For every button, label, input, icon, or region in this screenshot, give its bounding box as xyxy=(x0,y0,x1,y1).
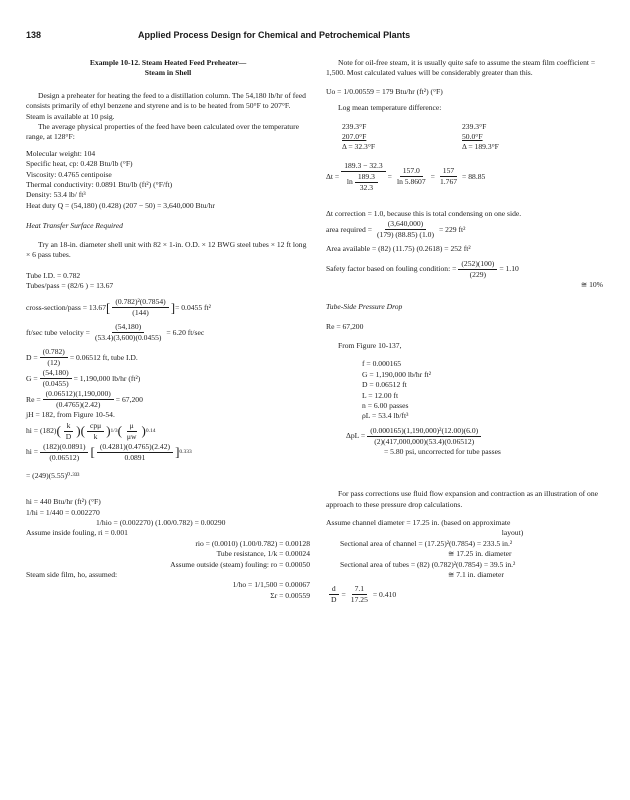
paragraph: The average physical properties of the feed have been calculated over the temperature range, at 128°F: xyxy=(26,122,300,142)
property-item: Thermal conductivity: 0.0891 Btu/lb (ft²) (°F/ft) xyxy=(26,180,173,190)
uo-line: Uo = 1/0.00559 = 179 Btu/hr (ft²) (°F) xyxy=(326,86,443,96)
fouling-inside: Assume inside fouling, ri = 0.001 xyxy=(26,528,128,538)
example-title: Example 10-12. Steam Heated Feed Preheater— xyxy=(89,58,247,67)
section-heading: Heat Transfer Surface Required xyxy=(26,221,123,231)
equation-hi-general: hi = (182) ( $\frac{k}{D}$ ) ( $\frac{\text{cpμ}}{k}$ ) 1/3 ( $\frac{\mu}{\mu w}$ ) 0.14 xyxy=(26,420,156,441)
page-header xyxy=(26,30,604,44)
left-column xyxy=(26,58,310,601)
equation-d-over-D: $\frac{d}{D}$ = $\frac{7.1}{17.25}$ = 0.410 xyxy=(326,584,609,605)
sectional-channel-dia: ≅ 17.25 in. diameter xyxy=(448,549,512,559)
area-available: Area available = (82) (11.75) (0.2618) = 252 ft² xyxy=(326,244,471,254)
equation-area-required: area required = $\frac{(3,640,000)}{(179) (88.85) (1.0)}$ = 229 ft² xyxy=(326,219,466,240)
variable-item: D = 0.06512 ft xyxy=(362,380,407,390)
temperature-table xyxy=(326,122,609,153)
inv-hio: 1/hio = (0.002270) (1.00/0.782) = 0.00290 xyxy=(96,517,226,527)
paragraph: Note for oil-free steam, it is usually quite safe to assume the steam film coefficient = 1,500. Most calculated values will be considerably greater than this. xyxy=(326,58,596,78)
channel-layout: layout) xyxy=(501,528,524,538)
paragraph: Try an 18-in. diameter shell unit with 82 × 1-in. O.D. × 12 BWG steel tubes × 12 ft long × 6 pass tubes. xyxy=(26,239,307,260)
equation-delta-t: Δt = 189.3 − 32.3 ln $\frac{189.3}{32.3}$ = $\frac{157.0}{\ln 5.8607}$ = $\frac{157}{1.767}$ = 88.85 xyxy=(326,160,486,192)
property-item: Molecular weight: 104 xyxy=(26,148,96,158)
temp-a2: 207.0°F xyxy=(342,132,367,142)
equation-cross-section: cross-section/pass = 13.67 [ $\frac{\text{(0.782)²(0.7854)}}{(144)}$ ] = 0.0455 ft² xyxy=(26,297,211,318)
book-title: Applied Process Design for Chemical and Petrochemical Plants xyxy=(138,30,411,40)
temp-a1: 239.3°F xyxy=(342,121,367,131)
equation-Re: Re = $\frac{(0.06512)(1,190,000)}{(0.4765)(2.42)}$ = 67,200 xyxy=(26,389,143,410)
property-item: Heat duty Q = (54,180) (0.428) (207 − 50) = 3,640,000 Btu/hr xyxy=(26,200,215,210)
equation-velocity: ft/sec tube velocity = $\frac{(54,180)}{(53.4)(3,600)(0.0455)}$ = 6.20 ft/sec xyxy=(26,322,205,343)
property-list xyxy=(26,149,310,211)
right-column xyxy=(326,58,609,605)
variable-item: ρL = 53.4 lb/ft³ xyxy=(362,411,409,421)
sectional-tubes-dia: ≅ 7.1 in. diameter xyxy=(448,569,504,579)
temp-b3: Δ = 189.3°F xyxy=(462,142,499,152)
hi-simplified: = (249)(5.55)⁰·³³³ xyxy=(26,470,80,480)
lmtd-heading: Log mean temperature difference: xyxy=(338,103,442,113)
rio: rio = (0.0010) (1.00/0.782) = 0.00128 xyxy=(195,538,310,548)
fouling-outside: Assume outside (steam) fouling: ro = 0.00050 xyxy=(170,559,310,569)
sum-r: Σr = 0.00559 xyxy=(270,590,310,600)
tube-id: Tube I.D. = 0.782 xyxy=(26,270,81,280)
temp-b2: 50.0°F xyxy=(462,132,483,142)
variable-list xyxy=(326,359,609,421)
temp-b1: 239.3°F xyxy=(462,121,487,131)
property-item: Viscosity: 0.4765 centipoise xyxy=(26,169,112,179)
property-item: Density: 53.4 lb/ ft³ xyxy=(26,190,86,200)
temp-a3: Δ = 32.3°F xyxy=(342,142,376,152)
paragraph: For pass corrections use fluid flow expansion and contraction as an illustration of one approach to these pressure drop calculations. xyxy=(326,489,599,509)
example-subtitle: Steam in Shell xyxy=(144,68,192,78)
variable-item: f = 0.000165 xyxy=(362,359,402,369)
equation-D: D = $\frac{(0.782)}{(12)}$ = 0.06512 ft, tube I.D. xyxy=(26,347,138,368)
tubes-pass: Tubes/pass = (82/6 ) = 13.67 xyxy=(26,280,114,290)
tube-resistance: Tube resistance, 1/k = 0.00024 xyxy=(216,549,310,559)
property-item: Specific heat, cp: 0.428 Btu/lb (°F) xyxy=(26,159,133,169)
sectional-tubes: Sectional area of tubes = (82) (0.782)²(0.7854) = 39.5 in.² xyxy=(340,559,516,569)
hi-result: hi = 440 Btu/hr (ft²) (°F) xyxy=(26,497,101,507)
equation-safety-factor: Safety factor based on fouling condition: = $\frac{(252)(100)}{(229)}$ = 1.10 xyxy=(326,258,519,279)
inv-hi: 1/hi = 1/440 = 0.002270 xyxy=(26,507,100,517)
variable-item: n = 6.00 passes xyxy=(362,400,409,410)
variable-item: L = 12.00 ft xyxy=(362,390,399,400)
inv-ho: 1/ho = 1/1,500 = 0.00067 xyxy=(232,580,310,590)
jh-line: jH = 182, from Figure 10-54. xyxy=(26,410,115,420)
paragraph: Design a preheater for heating the feed to a distillation column. The 54,180 lb/hr of feed consists primarily of ethyl benzene and styrene and is to be heated from 50°F to 207°F. Steam is available at 10 psig. xyxy=(26,90,306,121)
sectional-channel: Sectional area of channel = (17.25)²(0.7854) = 233.5 in.² xyxy=(340,538,513,548)
re-line: Re = 67,200 xyxy=(326,322,364,332)
channel-diameter: Assume channel diameter = 17.25 in. (based on approximate xyxy=(326,517,511,527)
dt-correction: Δt correction = 1.0, because this is total condensing on one side. xyxy=(326,208,522,218)
delta-p-result: = 5.80 psi, uncorrected for tube passes xyxy=(384,446,501,456)
equation-hi-values: hi = $\frac{(182)(0.0891)}{(0.06512)}$ [ $\frac{(0.4281)(0.4765)(2.42)}{0.0891}$ ] 0.333 xyxy=(26,441,192,462)
safety-percent: ≅ 10% xyxy=(580,279,603,289)
section-heading: Tube-Side Pressure Drop xyxy=(326,302,403,312)
from-figure: From Figure 10-137, xyxy=(338,340,402,350)
equation-G: G = $\frac{(54,180)}{(0.0455)}$ = 1,190,000 lb/hr (ft²) xyxy=(26,368,141,389)
equation-delta-p: ΔpL = $\frac{\text{(0.000165)(1,190,000)²(12.00)(6.0)}}{(2)(417,000,000)(53.4)(0.06512)}$ xyxy=(326,426,609,447)
steam-film: Steam side film, ho, assumed: xyxy=(26,569,118,579)
variable-item: G = 1,190,000 lb/hr ft² xyxy=(362,369,431,379)
page-number: 138 xyxy=(26,30,42,40)
